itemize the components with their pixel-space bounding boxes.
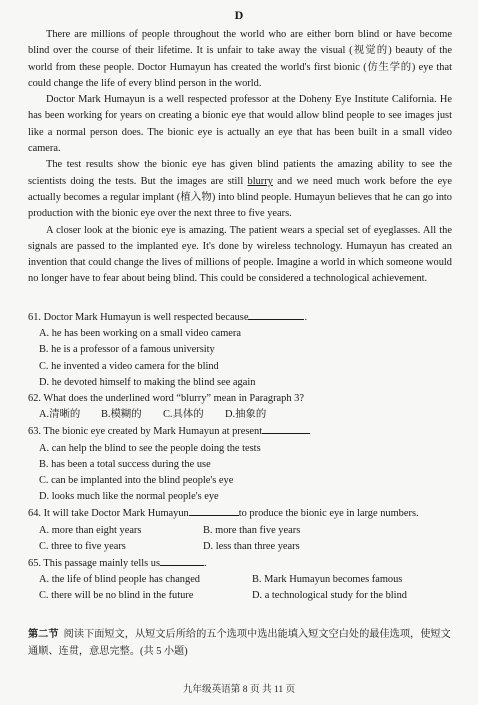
question-64-option-b[interactable]: B. more than five years xyxy=(203,524,301,536)
question-63-option-d[interactable]: D. looks much like the normal people's eye xyxy=(39,491,219,503)
question-list xyxy=(28,309,452,605)
question-65-options-row-2 xyxy=(39,588,452,604)
question-62-option-d[interactable]: D.抽象的 xyxy=(225,409,267,421)
answer-blank[interactable] xyxy=(160,555,204,566)
answer-blank[interactable] xyxy=(248,309,304,320)
question-65-option-c[interactable]: C. there will be no blind in the future xyxy=(39,590,194,602)
question-62-option-c[interactable]: C.具体的 xyxy=(163,409,204,421)
paragraph-3 xyxy=(28,157,452,222)
question-65-option-d[interactable]: D. a technological study for the blind xyxy=(252,590,407,602)
section-2-text: 阅读下面短文，从短文后所给的五个选项中选出能填入短文空白处的最佳选项，使短文通顺、连贯，意思完整。(共 5 小题) xyxy=(28,629,451,657)
question-65-option-a[interactable]: A. the life of blind people has changed xyxy=(39,574,201,586)
paragraph-4: A closer look at the bionic eye is amazing. The patient wears a special set of eyeglasses. All the signals are passed to the implanted eye. It's done by wireless technology. Humayun has created an invention that could change the lives of millions of people. Imagine a world in which someone would no longer have to fear about being blind. This could be considered a technological achievement. xyxy=(28,224,452,285)
question-64-options-row-2 xyxy=(39,539,452,555)
question-65-options-row-1 xyxy=(39,572,452,588)
question-63-option-b[interactable]: B. has been a total success during the use xyxy=(39,458,211,470)
answer-blank[interactable] xyxy=(262,423,310,434)
question-62-options xyxy=(39,407,452,423)
question-62-stem: 62. What does the underlined word “blurry” mean in Paragraph 3? xyxy=(28,393,304,405)
section-letter: D xyxy=(234,8,244,22)
question-63-option-a[interactable]: A. can help the blind to see the people doing the tests xyxy=(39,442,261,454)
question-65-option-b[interactable]: B. Mark Humayun becomes famous xyxy=(252,574,403,586)
page-footer: 九年级英语第 8 页 共 11 页 xyxy=(182,684,296,695)
paragraph-2: Doctor Mark Humayun is a well respected professor at the Doheny Eye Institute California. He has been working for years on creating a bionic eye that would allow blind people to see images just like a normal person does. The bionic eye is actually an eye that has been built in a small video camera. xyxy=(28,94,452,155)
reading-passage xyxy=(28,27,452,288)
question-63-option-c[interactable]: C. can be implanted into the blind people's eye xyxy=(39,475,234,487)
question-65-stem: 65. This passage mainly tells us . xyxy=(28,555,452,572)
question-63-stem: 63. The bionic eye created by Mark Humayun at present xyxy=(28,423,452,440)
question-61-stem: 61. Doctor Mark Humayun is well respected because . xyxy=(28,309,452,326)
question-62-option-b[interactable]: B.模糊的 xyxy=(101,409,142,421)
question-64-option-a[interactable]: A. more than eight years xyxy=(39,524,142,536)
question-62-option-a[interactable]: A.清晰的 xyxy=(39,409,81,421)
question-61-option-a[interactable]: A. he has been working on a small video camera xyxy=(39,328,241,340)
paragraph-3-after: and we need much work before the eye actually becomes a regular implant (植入物) into blind people. Humayun believes that he can go into production with the bionic eye over the next three to five years. xyxy=(28,175,452,220)
question-61-option-d[interactable]: D. he devoted himself to making the blind see again xyxy=(39,376,256,388)
question-64-options-row-1 xyxy=(39,523,452,539)
question-64-option-c[interactable]: C. three to five years xyxy=(39,540,126,552)
underlined-word-blurry: blurry xyxy=(247,175,273,187)
paragraph-3-before: The test results show the bionic eye has given blind patients the amazing ability to see the scientists doing the tests. But the images are still xyxy=(28,159,452,187)
question-61-option-c[interactable]: C. he invented a video camera for the blind xyxy=(39,360,219,372)
paragraph-1: There are millions of people throughout the world who are either born blind or have become blind over the course of their lifetime. It is unfair to take away the visual (视觉的) beauty of the world from these people. Doctor Humayun has created the world's first bionic (仿生学的) eye that could change the life of every blind person in the world. xyxy=(28,29,452,89)
question-64-option-d[interactable]: D. less than three years xyxy=(203,540,300,552)
section-2-heading: 第二节 xyxy=(28,629,59,640)
question-64-stem: 64. It will take Doctor Mark Humayun to produce the bionic eye in large numbers. xyxy=(28,505,452,522)
question-61-option-b[interactable]: B. he is a professor of a famous university xyxy=(39,344,215,356)
section-2-instructions xyxy=(28,626,452,660)
answer-blank[interactable] xyxy=(189,505,239,516)
